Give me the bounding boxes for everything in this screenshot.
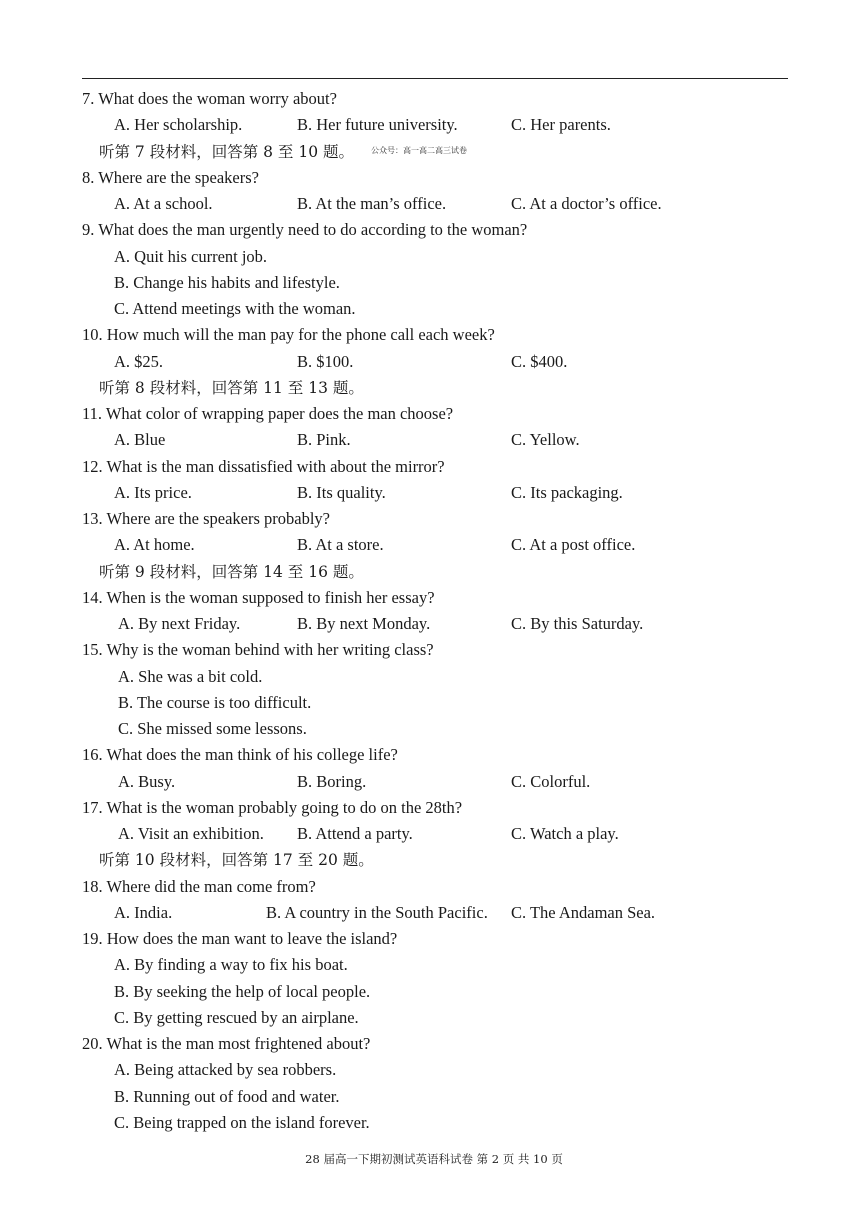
question-text: 12. What is the man dissatisfied with about the mirror? (82, 456, 445, 476)
question-text: 16. What does the man think of his college life? (82, 745, 398, 765)
question-text: 10. How much will the man pay for the phone call each week? (82, 325, 495, 345)
answer-option-a: A. India. (114, 902, 173, 922)
question-text: 7. What does the woman worry about? (82, 89, 337, 108)
answer-option: C. Attend meetings with the woman. (114, 299, 356, 318)
answer-option: C. By getting rescued by an airplane. (114, 1007, 359, 1027)
answer-options-row (82, 112, 802, 138)
answer-option: A. By finding a way to fix his boat. (114, 955, 348, 975)
answer-option-b: B. At the man’s office. (297, 194, 447, 213)
answer-option: A. Being attacked by sea robbers. (114, 1060, 337, 1080)
question-text: 8. Where are the speakers? (82, 167, 259, 187)
answer-option-c: C. Colorful. (511, 771, 591, 791)
answer-option: A. She was a bit cold. (118, 666, 263, 686)
answer-option: C. Being trapped on the island forever. (114, 1112, 370, 1132)
page-footer: 28 届高一下期初测试英语科试卷 第 2 页 共 10 页 (305, 1152, 563, 1166)
answer-option-c: C. Watch a play. (511, 824, 619, 843)
answer-options-row (82, 900, 802, 926)
instruction-text: 听第 10 段材料，回答第 17 至 20 题。 (99, 851, 374, 870)
instruction-text: 听第 8 段材料，回答第 11 至 13 题。 (99, 378, 364, 397)
answer-options-row (82, 480, 802, 506)
question-text: 18. Where did the man come from? (82, 876, 316, 896)
question-text: 13. Where are the speakers probably? (82, 509, 330, 528)
answer-option-b: B. Its quality. (297, 482, 386, 502)
answer-options-row (82, 349, 802, 375)
section-instruction (82, 375, 802, 401)
answer-options-row (82, 611, 802, 637)
answer-option-b: B. Her future university. (297, 115, 458, 135)
exam-questions (82, 86, 802, 1136)
section-instruction (82, 847, 802, 873)
answer-options-row (82, 821, 802, 847)
answer-option-a: A. Visit an exhibition. (118, 824, 264, 843)
answer-options-row (82, 191, 802, 217)
section-instruction (82, 139, 802, 165)
answer-option: B. The course is too difficult. (118, 692, 312, 712)
answer-option-c: C. Her parents. (511, 115, 611, 135)
answer-option-a: A. By next Friday. (118, 614, 241, 633)
answer-option-a: A. $25. (114, 351, 164, 371)
question-text: 14. When is the woman supposed to finish her essay? (82, 587, 435, 607)
answer-option-a: A. Busy. (118, 771, 176, 791)
question-text: 9. What does the man urgently need to do according to the woman? (82, 220, 528, 240)
header-rule (82, 78, 788, 79)
answer-option-b: B. Boring. (297, 771, 367, 791)
answer-option: C. She missed some lessons. (118, 719, 307, 738)
answer-option-c: C. Yellow. (511, 430, 580, 450)
answer-option-c: C. At a doctor’s office. (511, 194, 662, 213)
answer-option: A. Quit his current job. (114, 246, 268, 266)
answer-option-c: C. At a post office. (511, 535, 636, 555)
instruction-text: 听第 7 段材料，回答第 8 至 10 题。 (99, 142, 355, 161)
answer-option-b: B. Pink. (297, 430, 351, 450)
answer-options-row (82, 427, 802, 453)
answer-option: B. Running out of food and water. (114, 1086, 340, 1106)
instruction-text: 听第 9 段材料，回答第 14 至 16 题。 (99, 562, 364, 581)
answer-options-row (82, 532, 802, 558)
question-text: 11. What color of wrapping paper does the man choose? (82, 404, 454, 423)
answer-option-a: A. Its price. (114, 482, 192, 502)
answer-option-a: A. Blue (114, 430, 166, 450)
section-instruction (82, 559, 802, 585)
watermark-text: 公众号：高一高二高三试卷 (371, 145, 467, 155)
question-text: 19. How does the man want to leave the island? (82, 929, 398, 948)
answer-option: B. Change his habits and lifestyle. (114, 272, 340, 292)
answer-option-c: C. The Andaman Sea. (511, 902, 656, 922)
answer-option-c: C. Its packaging. (511, 482, 623, 502)
answer-options-row (82, 769, 802, 795)
answer-option-c: C. $400. (511, 351, 568, 371)
answer-option-b: B. By next Monday. (297, 614, 431, 633)
answer-option-a: A. Her scholarship. (114, 115, 243, 135)
answer-option-a: A. At a school. (114, 194, 213, 213)
answer-option-b: B. Attend a party. (297, 824, 413, 843)
answer-option-b: B. At a store. (297, 535, 384, 555)
answer-option-c: C. By this Saturday. (511, 614, 644, 633)
answer-option-b: B. A country in the South Pacific. (266, 902, 488, 922)
question-text: 20. What is the man most frightened about? (82, 1034, 371, 1053)
question-text: 15. Why is the woman behind with her writing class? (82, 640, 434, 660)
answer-option: B. By seeking the help of local people. (114, 981, 371, 1001)
answer-option-a: A. At home. (114, 535, 195, 555)
question-text: 17. What is the woman probably going to do on the 28th? (82, 797, 463, 817)
answer-option-b: B. $100. (297, 351, 354, 371)
